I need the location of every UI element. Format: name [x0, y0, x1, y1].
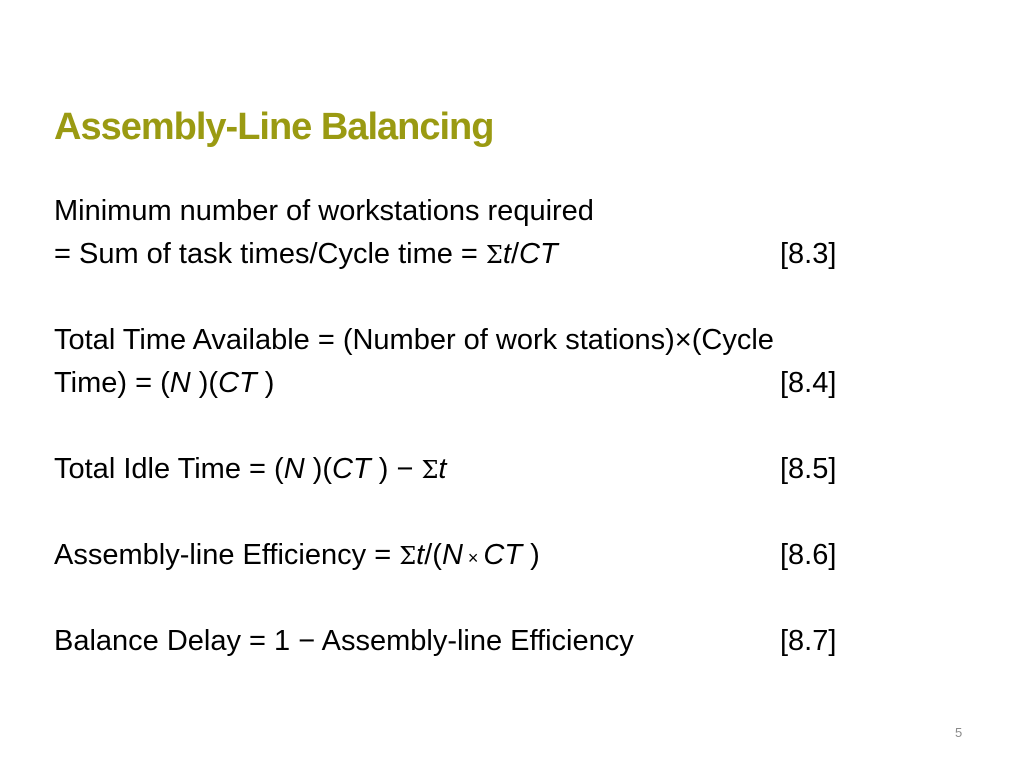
- formula-8-4: [54, 362, 954, 405]
- spacer: [54, 491, 954, 534]
- slash-symbol: /: [510, 238, 520, 270]
- variable-ct: CT: [519, 238, 558, 270]
- sigma-symbol: Σ: [485, 241, 503, 269]
- spacer: [54, 405, 954, 448]
- formula-text: = Sum of task times/Cycle time =: [54, 238, 486, 270]
- formula-text: Minimum number of workstations required: [54, 195, 594, 227]
- slide-title: Assembly-Line Balancing: [54, 106, 494, 148]
- formula-8-4-intro: [54, 319, 954, 362]
- formula-8-3-intro: [54, 190, 954, 233]
- variable-n: N: [283, 453, 305, 485]
- sigma-symbol: Σ: [399, 542, 417, 570]
- formula-8-7: [54, 620, 954, 663]
- equation-number: [8.4]: [780, 367, 837, 399]
- variable-n: N: [169, 367, 191, 399]
- equation-number: [8.5]: [780, 453, 837, 485]
- formula-text: /(: [424, 539, 442, 571]
- equation-number: [8.7]: [780, 625, 837, 657]
- variable-t: t: [438, 453, 447, 485]
- formula-text: Time) = (: [54, 367, 170, 399]
- formula-8-5: [54, 448, 954, 491]
- formula-text: ): [256, 367, 275, 399]
- variable-ct: CT: [218, 367, 257, 399]
- equation-number: [8.3]: [780, 238, 837, 270]
- page-number: 5: [955, 725, 963, 740]
- slide-body: [54, 190, 954, 663]
- formula-text: )(: [190, 367, 219, 399]
- formula-text: Total Idle Time = (: [54, 453, 284, 485]
- equation-number: [8.6]: [780, 539, 837, 571]
- variable-n: N: [441, 539, 463, 571]
- formula-8-3: [54, 233, 954, 276]
- multiply-symbol: ×: [462, 548, 484, 568]
- formula-text: ): [522, 539, 540, 571]
- formula-8-6: [54, 534, 954, 577]
- variable-t: t: [416, 539, 425, 571]
- spacer: [54, 276, 954, 319]
- variable-ct: CT: [332, 453, 371, 485]
- formula-text: Balance Delay = 1 − Assembly-line Efficiency: [54, 625, 634, 657]
- formula-text: Assembly-line Efficiency =: [54, 539, 400, 571]
- formula-text: ) −: [370, 453, 422, 485]
- variable-ct: CT: [483, 539, 523, 571]
- formula-text: Total Time Available = (Number of work stations)×(Cycle: [54, 324, 774, 356]
- variable-t: t: [502, 238, 511, 270]
- spacer: [54, 577, 954, 620]
- sigma-symbol: Σ: [421, 456, 439, 484]
- formula-text: )(: [304, 453, 333, 485]
